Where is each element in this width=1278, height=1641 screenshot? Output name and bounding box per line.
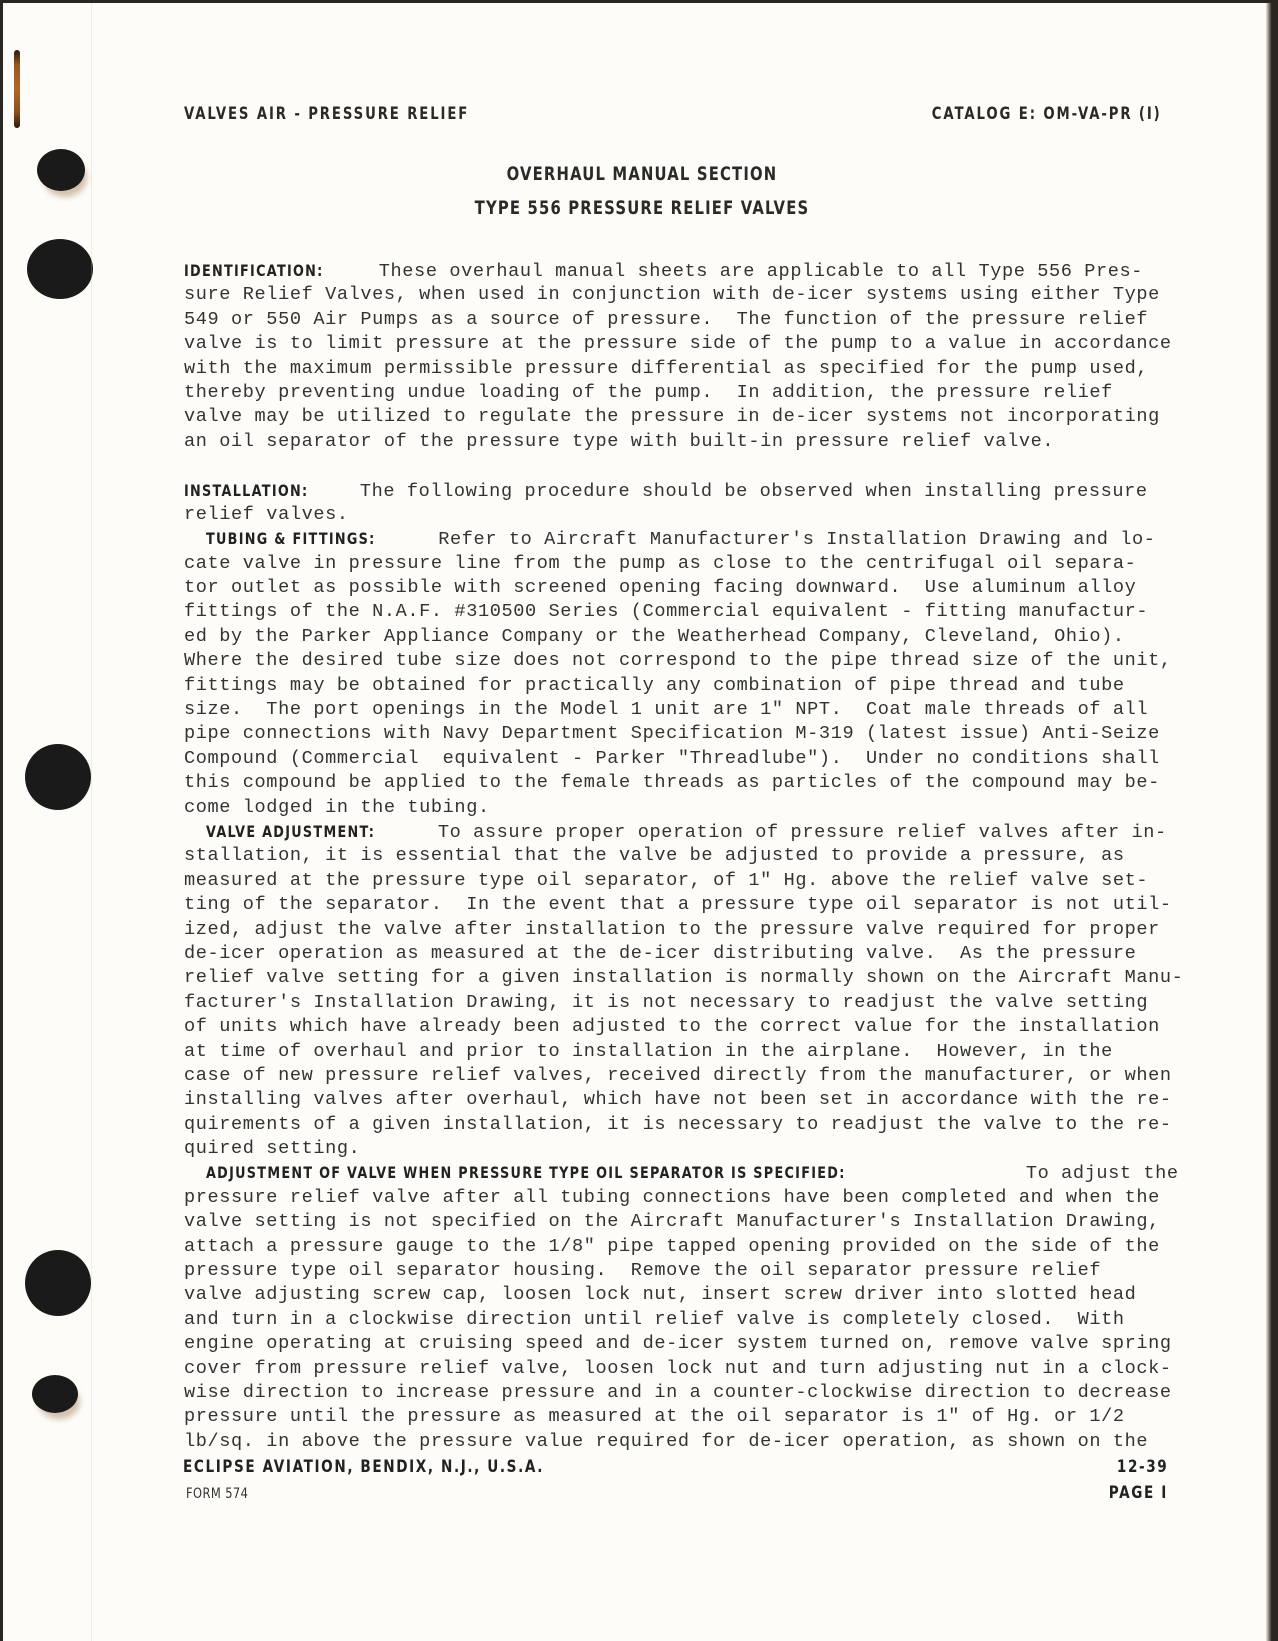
page-edge-shadow <box>1266 3 1272 1641</box>
document-title-line-2: TYPE 556 PRESSURE RELIEF VALVES <box>474 197 810 219</box>
section-identification <box>184 259 1244 454</box>
body-line: at time of overhaul and prior to installation in the airplane. However, in the <box>184 1040 1113 1062</box>
body-line: Where the desired tube size does not correspond to the pipe thread size of the unit, <box>184 650 1172 672</box>
body-line: case of new pressure relief valves, received directly from the manufacturer, or when <box>184 1064 1172 1086</box>
body-line: cover from pressure relief valve, loosen lock nut and turn adjusting nut in a clock- <box>184 1357 1172 1379</box>
body-line: quirements of a given installation, it is necessary to readjust the valve to the re- <box>184 1113 1172 1135</box>
body-line: pressure type oil separator housing. Remove the oil separator pressure relief <box>184 1260 1102 1282</box>
body-line: ting of the separator. In the event that a pressure type oil separator is not util- <box>184 894 1172 916</box>
body-line: size. The port openings in the Model 1 unit are 1" NPT. Coat male threads of all <box>184 699 1149 721</box>
section-adjustment-oil-separator-specified <box>184 1161 1244 1454</box>
rust-stain-mark <box>14 50 20 128</box>
body-line: valve is to limit pressure at the pressure side of the pump to a value in accordance <box>184 333 1172 355</box>
body-line: valve setting is not specified on the Aircraft Manufacturer's Installation Drawing, <box>184 1211 1160 1233</box>
body-line: relief valve setting for a given installation is normally shown on the Aircraft Manu- <box>184 967 1184 989</box>
body-line: Compound (Commercial equivalent - Parker "Threadlube"). Under no conditions shall <box>184 747 1160 769</box>
body-line: installing valves after overhaul, which have not been set in accordance with the re- <box>184 1089 1172 1111</box>
document-title-line-1: OVERHAUL MANUAL SECTION <box>506 163 778 185</box>
body-line: Refer to Aircraft Manufacturer's Installation Drawing and lo- <box>414 529 1156 551</box>
body-line: fittings of the N.A.F. #310500 Series (Commercial equivalent - fitting manufactur- <box>184 601 1149 623</box>
body-line: an oil separator of the pressure type with built-in pressure relief valve. <box>184 430 1055 452</box>
binder-hole-2 <box>27 239 93 299</box>
body-line: To assure proper operation of pressure relief valves after in- <box>414 821 1167 843</box>
body-line: tor outlet as possible with screened opening facing downward. Use aluminum alloy <box>184 577 1137 599</box>
body-line: ized, adjust the valve after installation to the pressure valve required for proper <box>184 918 1160 940</box>
binder-hole-1 <box>37 149 85 191</box>
body-line: To adjust the <box>1002 1163 1179 1185</box>
footer-form-number: FORM 574 <box>186 1486 249 1502</box>
body-line: sure Relief Valves, when used in conjunction with de-icer systems using either Type <box>184 284 1160 306</box>
footer-date: 12-39 <box>1116 1457 1168 1477</box>
binder-hole-3 <box>25 744 91 810</box>
body-line: pressure until the pressure as measured at the oil separator is 1" of Hg. or 1/2 <box>184 1406 1125 1428</box>
body-line: this compound be applied to the female threads as particles of the compound may be- <box>184 772 1160 794</box>
paragraph-gap <box>184 454 1244 478</box>
body-line: pressure relief valve after all tubing connections have been completed and when the <box>184 1186 1160 1208</box>
body-line: pipe connections with Navy Department Specification M-319 (latest issue) Anti-Seize <box>184 723 1160 745</box>
body-line: valve adjusting screw cap, loosen lock nut, insert screw driver into slotted head <box>184 1284 1137 1306</box>
body-line: engine operating at cruising speed and de-icer system turned on, remove valve spring <box>184 1333 1172 1355</box>
section-heading-installation: INSTALLATION: <box>184 480 309 500</box>
header-subject: VALVES AIR - PRESSURE RELIEF <box>184 104 470 124</box>
body-line: facturer's Installation Drawing, it is not necessary to readjust the valve setting <box>184 991 1149 1013</box>
binder-hole-4 <box>25 1250 91 1316</box>
body-line: thereby preventing undue loading of the pump. In addition, the pressure relief <box>184 381 1113 403</box>
body-line: measured at the pressure type oil separator, of 1" Hg. above the relief valve set- <box>184 869 1149 891</box>
header-catalog-number: CATALOG E: OM-VA-PR (I) <box>932 104 1162 124</box>
body-line: wise direction to increase pressure and in a counter-clockwise direction to decrease <box>184 1381 1172 1403</box>
body-line: of units which have already been adjusted to the correct value for the installation <box>184 1016 1160 1038</box>
body-line: de-icer operation as measured at the de-icer distributing valve. As the pressure <box>184 942 1137 964</box>
body-line: fittings may be obtained for practically any combination of pipe thread and tube <box>184 674 1125 696</box>
body-line: lb/sq. in above the pressure value required for de-icer operation, as shown on the <box>184 1430 1149 1452</box>
section-installation <box>184 479 1244 528</box>
body-line: ed by the Parker Appliance Company or the Weatherhead Company, Cleveland, Ohio). <box>184 625 1125 647</box>
body-line: stallation, it is essential that the valve be adjusted to provide a pressure, as <box>184 845 1125 867</box>
body-line: valve may be utilized to regulate the pressure in de-icer systems not incorporating <box>184 406 1160 428</box>
section-valve-adjustment <box>184 820 1244 1161</box>
section-heading-identification: IDENTIFICATION: <box>184 261 324 280</box>
body-line: cate valve in pressure line from the pump as close to the centrifugal oil separa- <box>184 552 1137 574</box>
section-heading-tubing-fittings: TUBING & FITTINGS: <box>206 529 376 549</box>
body-line: attach a pressure gauge to the 1/8" pipe tapped opening provided on the side of the <box>184 1235 1160 1257</box>
document-body <box>184 259 1244 1454</box>
body-line: The following procedure should be observed when installing pressure <box>336 480 1148 502</box>
body-line: quired setting. <box>184 1138 361 1160</box>
footer-page-number: PAGE I <box>1108 1483 1168 1503</box>
section-heading-valve-adjustment: VALVE ADJUSTMENT: <box>206 821 376 841</box>
body-line: come lodged in the tubing. <box>184 796 490 818</box>
section-tubing-fittings <box>184 527 1244 820</box>
body-line: relief valves. <box>184 503 349 525</box>
body-line: 549 or 550 Air Pumps as a source of pressure. The function of the pressure relief <box>184 308 1149 330</box>
body-line: and turn in a clockwise direction until relief valve is completely closed. With <box>184 1308 1125 1330</box>
body-line: with the maximum permissible pressure differential as specified for the pump used, <box>184 357 1149 379</box>
body-line: These overhaul manual sheets are applicable to all Type 556 Pres- <box>355 261 1144 282</box>
binder-hole-5 <box>32 1375 78 1413</box>
section-heading-adjustment-specified: ADJUSTMENT OF VALVE WHEN PRESSURE TYPE OIL SEPARATOR IS SPECIFIED: <box>206 1163 846 1183</box>
document-page <box>3 3 1272 1641</box>
footer-company: ECLIPSE AVIATION, BENDIX, N.J., U.S.A. <box>183 1457 544 1477</box>
